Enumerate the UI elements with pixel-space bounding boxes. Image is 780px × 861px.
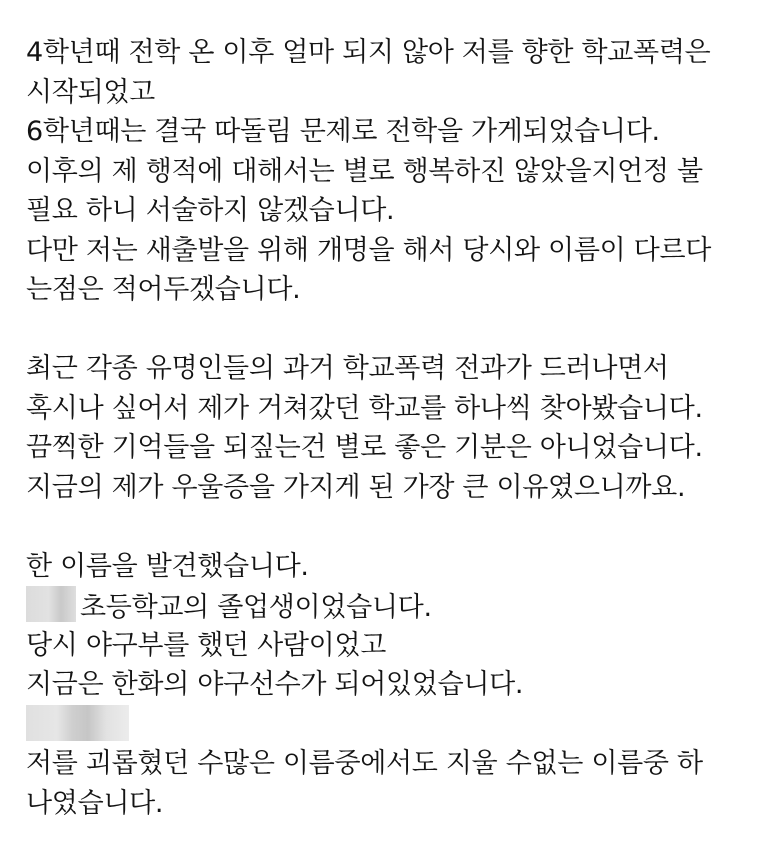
redacted-player-name	[26, 705, 129, 741]
paragraph-spacer	[26, 310, 771, 350]
text-line: 끔찍한 기억들을 되짚는건 별로 좋은 기분은 아니었습니다.	[26, 432, 703, 463]
text-line: 한 이름을 발견했습니다.	[26, 550, 309, 582]
text-line: 필요 하니 서술하지 않겠습니다.	[26, 195, 395, 226]
post-body	[26, 33, 771, 823]
text-line-with-redaction	[26, 586, 771, 626]
text-line: 다만 저는 새출발을 위해 개명을 해서 당시와 이름이 다르다	[26, 234, 712, 266]
text-line: 당시 야구부를 했던 사람이었고	[26, 629, 387, 661]
redacted-school-name	[26, 586, 76, 622]
paragraph-3	[26, 547, 771, 824]
text-line: 4학년때 전학 온 이후 얼마 되지 않아 저를 향한 학교폭력은	[26, 37, 711, 68]
paragraph-1	[26, 33, 771, 310]
redacted-line	[26, 705, 771, 745]
text-line: 지금은 한화의 야구선수가 되어있었습니다.	[26, 669, 524, 700]
text-line: 최근 각종 유명인들의 과거 학교폭력 전과가 드러나면서	[26, 353, 669, 384]
text-fragment: 초등학교의 졸업생이었습니다.	[80, 592, 432, 623]
text-line: 저를 괴롭혔던 수많은 이름중에서도 지울 수없는 이름중 하	[26, 748, 703, 779]
text-line: 이후의 제 행적에 대해서는 별로 행복하진 않았을지언정 불	[26, 155, 703, 187]
text-line: 나였습니다.	[26, 787, 164, 819]
paragraph-2	[26, 349, 771, 507]
text-line: 는점은 적어두겠습니다.	[26, 274, 301, 305]
text-line: 6학년때는 결국 따돌림 문제로 전학을 가게되었습니다.	[26, 116, 660, 147]
paragraph-spacer	[26, 507, 771, 547]
text-line: 시작되었고	[26, 76, 155, 108]
text-line: 지금의 제가 우울증을 가지게 된 가장 큰 이유였으니까요.	[26, 471, 686, 503]
text-line: 혹시나 싶어서 제가 거쳐갔던 학교를 하나씩 찾아봤습니다.	[26, 392, 703, 424]
